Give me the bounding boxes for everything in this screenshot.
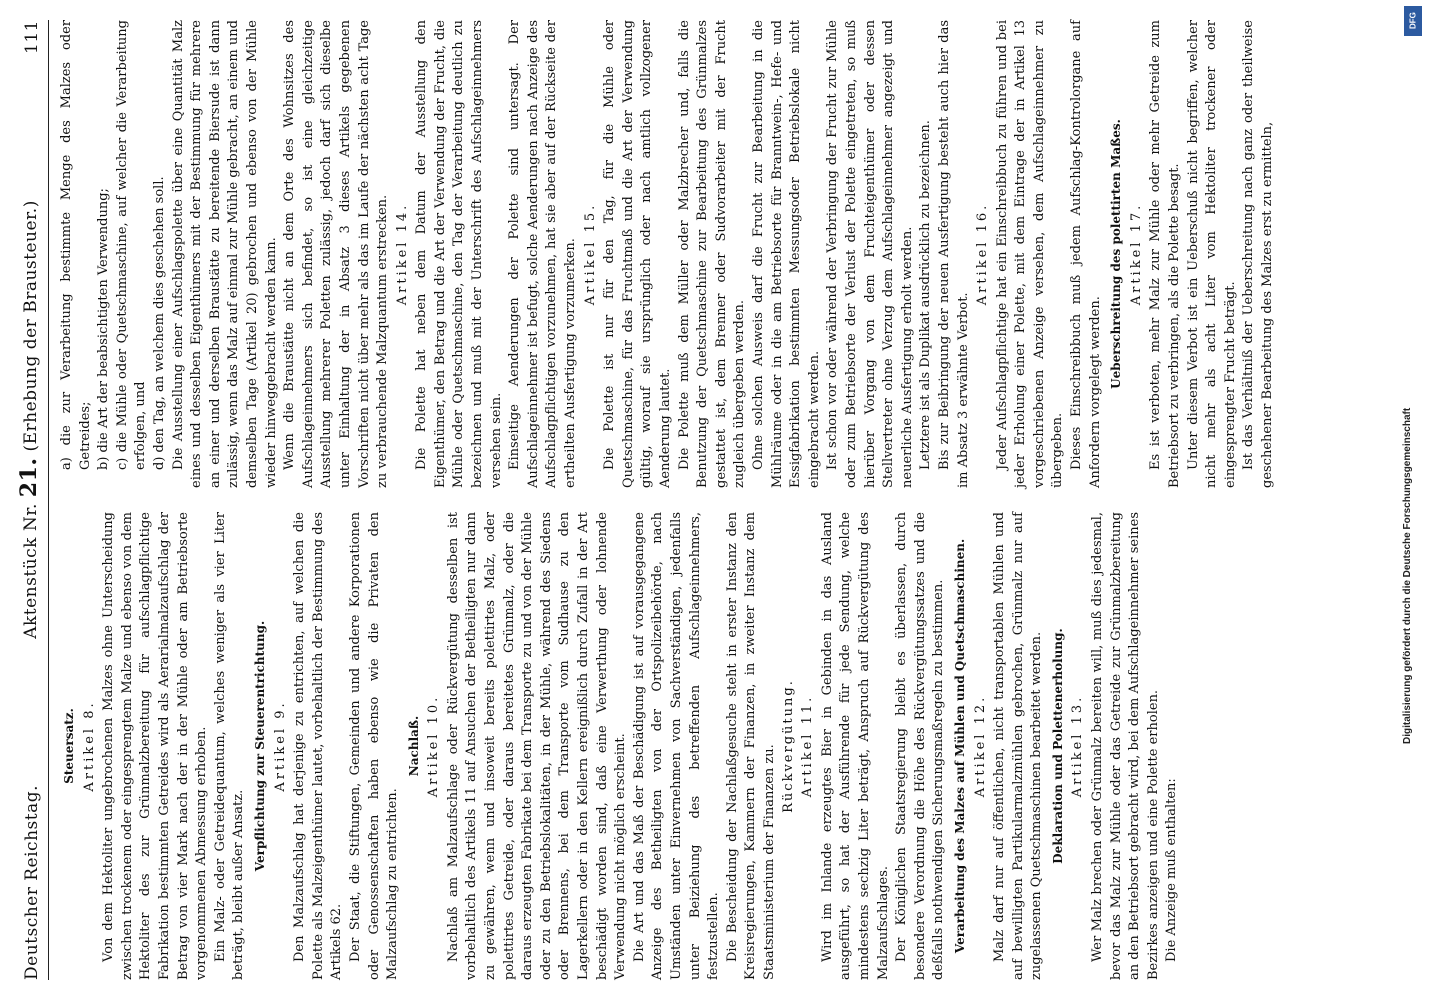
- paragraph: Die Bescheidung der Nachlaßgesuche steht in erster Instanz den Kreisregierungen, Kammern der Finanzen, in zweiter Instanz dem Staatsministerium der Finanzen zu.: [724, 512, 777, 980]
- dfg-logo: DFG: [1404, 6, 1422, 36]
- list-item: b) die Art der beabsichtigten Verwendung;: [96, 188, 112, 470]
- article-heading: Artikel 17.: [1128, 202, 1144, 306]
- paragraph: Die Art und das Maß der Beschädigung ist auf vorausgegangene Anzeige des Betheiligten von der Ortspolizeibehörde, nach Umständen unter Einvernehmen von Sachverständigen, jedenfalls unter Beiziehung des betreffenden Aufschlageinnehmers, festzustellen.: [631, 512, 722, 980]
- article-heading: Artikel 13.: [1070, 694, 1086, 798]
- paragraph: Von dem Hektoliter ungebrochenen Malzes ohne Unterscheidung zwischen trockenem oder eingesprengtem Malze und ebenso von dem Hektoliter des zur Grünmalzbereitung für aufschlagpflichtige Fabrikation bestimmten Getreides wird als Aerarialmalzaufschlag der Betrag von vier Mark nach der in der Mühle oder am Betriebsorte vorgenommenen Abmessung erhoben.: [101, 512, 210, 980]
- right-column: [58, 20, 1278, 488]
- digitization-sidebar: [1402, 0, 1424, 1000]
- header-number: 21.: [16, 457, 42, 498]
- article-heading: Artikel 12.: [972, 694, 988, 798]
- list-item: c) die Mühle oder Quetschmaschine, auf welcher die Verarbeitung erfolgen, und: [114, 20, 149, 470]
- paragraph: Die Polette muß dem Müller oder Malzbrecher und, falls die Benutzung der Quetschmaschine zur Bearbeitung des Grünmalzes gestattet ist, dem Brenner oder Sudvorarbeiter mit der Frucht zugleich übergeben werden.: [676, 20, 748, 488]
- digitization-credit: Digitalisierung gefördert durch die Deutsche Forschungsgemeinschaft: [1402, 407, 1413, 744]
- paragraph: Ist schon vor oder während der Verbringung der Frucht zur Mühle oder zum Betriebsorte der Verlust der Polette eingetreten, so muß hierüber Vorgang von dem Fruchteigenthümer oder dessen Stellvertreter ohne Verzug dem Aufschlageinnehmer angezeigt und neuerliche Ausfertigung erholt werden.: [825, 20, 915, 488]
- article-heading: Artikel 16.: [975, 202, 991, 306]
- section-heading: Verpflichtung zur Steuerentrichtung.: [252, 620, 267, 872]
- paragraph: Ein Malz- oder Getreidequantum, welches weniger als vier Liter beträgt, bleibt außer Ansatz.: [212, 512, 247, 980]
- paragraph: Ist das Verhältniß der Ueberschreitung nach ganz oder theilweise geschehener Bearbeitung des Malzes erst zu ermitteln,: [1241, 20, 1275, 488]
- paragraph: Wer Malz brechen oder Grünmalz bereiten will, muß dies jedesmal, bevor das Malz zur Mühle oder das Getreide zur Grünmalzbereitung an den Betriebsort gebracht wird, bei dem Aufschlageinnehmer seines Bezirkes anzeigen und eine Polette erholen.: [1090, 512, 1161, 980]
- section-heading: Rückvergütung.: [780, 679, 796, 813]
- header-center-prefix: Aktenstück Nr.: [21, 503, 41, 639]
- section-heading: Ueberschreitung des polettirten Maßes.: [1109, 119, 1124, 389]
- header-rule: [48, 20, 49, 980]
- header-center-suffix: (Erhebung der Brausteuer.): [21, 200, 41, 452]
- running-header: [12, 20, 42, 980]
- paragraph: Wenn die Braustätte nicht an dem Orte des Wohnsitzes des Aufschlageinnehmers sich befindet, so ist eine gleichzeitige Ausstellung mehrerer Poletten zulässig, jedoch darf sich dieselbe unter Einhaltung der in Absatz 3 dieses Artikels gegebenen Vorschriften nicht über mehr als das im Laufe der nächsten acht Tage zu verbrauchende Malzquantum erstrecken.: [282, 20, 391, 488]
- header-center: [16, 200, 42, 639]
- left-column: [58, 512, 1182, 980]
- paragraph: Dieses Einschreibbuch muß jedem Aufschlag-Kontrolorgane auf Anfordern vorgelegt werden.: [1069, 20, 1103, 488]
- paragraph: Unter diesem Verbot ist ein Ueberschuß nicht begriffen, welcher nicht mehr als acht Liter vom Hektoliter trockener oder eingesprengter Frucht beträgt.: [1185, 20, 1238, 488]
- section-heading: Verarbeitung des Malzes auf Mühlen und Quetschmaschinen.: [952, 538, 967, 954]
- article-heading: Artikel 8.: [81, 700, 97, 792]
- header-left: Deutscher Reichstag.: [22, 785, 42, 980]
- paragraph: Wird im Inlande erzeugtes Bier in Gebinden in das Ausland ausgeführt, so hat der Ausführende für jede Sendung, welche mindestens sechzig Liter beträgt, Anspruch auf Rückvergütung des Malzaufschlages.: [819, 512, 891, 980]
- article-heading: Artikel 14.: [394, 202, 410, 306]
- paragraph: Die Anzeige muß enthalten:: [1164, 778, 1180, 962]
- paragraph: Der Königlichen Staatsregierung bleibt es überlassen, durch besondere Verordnung die Höhe des Rückvergütungssatzes und die deßfalls nothwendigen Sicherungsmaßregeln zu bestimmen.: [894, 512, 947, 980]
- list-item: a) die zur Verarbeitung bestimmte Menge des Malzes oder Getreides;: [59, 20, 93, 470]
- page-number: 111: [22, 20, 42, 54]
- paragraph: Letztere ist als Duplikat ausdrücklich zu bezeichnen.: [918, 120, 934, 470]
- article-heading: Artikel 11.: [800, 694, 816, 798]
- paragraph: Die Polette ist nur für den Tag, für die Mühle oder Quetschmaschine, für das Fruchtmaß und die Art der Verwendung gültig, worauf sie ursprünglich oder nach amtlich vollzogener Aenderung lautet.: [602, 20, 673, 488]
- paragraph: Die Polette hat neben dem Datum der Ausstellung den Eigenthümer, den Betrag und die Art der Verwendung der Frucht, die Mühle oder Quetschmaschine, den Tag der Verarbeitung deutlich zu bezeichnen und muß mit der Unterschrift des Aufschlageinnehmers versehen sein.: [414, 20, 504, 488]
- paragraph: Der Staat, die Stiftungen, Gemeinden und andere Korporationen oder Genossenschaften haben ebenso wie die Privaten den Malzaufschlag zu entrichten.: [347, 512, 401, 980]
- paragraph: Malz darf nur auf öffentlichen, nicht transportablen Mühlen und auf bewilligten Partikularmalzmühlen gebrochen, Grünmalz nur auf zugelassenen Quetschmaschinen bearbeitet werden.: [992, 512, 1045, 980]
- article-heading: Artikel 10.: [426, 694, 442, 798]
- paragraph: Jeder Aufschlagpflichtige hat ein Einschreibbuch zu führen und bei jeder Erholung einer Polette, mit dem Eintrage der in Artikel 13 vorgeschriebenen Anzeige versehen, dem Aufschlageinnehmer zu übergeben.: [994, 20, 1066, 488]
- paragraph: Ohne solchen Ausweis darf die Frucht zur Bearbeitung in die Mühlräume oder in die am Betriebsorte für Branntwein-, Hefe- und Essigfabrikation bestimmten Messungsoder Betriebslokale nicht eingebracht werden.: [750, 20, 822, 488]
- article-heading: Artikel 9.: [272, 700, 288, 792]
- section-heading: Deklaration und Polettenerholung.: [1050, 628, 1065, 864]
- paragraph: Nachlaß am Malzaufschlage oder Rückvergütung desselben ist vorbehaltlich des Artikels 11 auf Ansuchen der Betheiligten nur dann zu gewähren, wenn und insoweit bereits polettirtes Malz, oder polettirtes Getreide, oder daraus bereitetes Grünmalz, oder die daraus erzeugten Fabrikate bei dem Transporte zu und von der Mühle oder zu den Betriebslokalitäten, in der Mühle, während des Siedens oder Brennens, bei dem Transporte vom Sudhause zu den Lagerkellern oder in den Kellern ereignißlich durch Zufall in der Art beschädigt worden sind, daß eine Verwerthung oder lohnende Verwendung nicht möglich erscheint.: [445, 512, 629, 980]
- paragraph: Einseitige Aenderungen der Polette sind untersagt. Der Aufschlageinnehmer ist befugt, solche Aenderungen nach Anzeige des Aufschlagpflichtigen vorzunehmen, hat sie aber auf der Rückseite der ertheilten Ausfertigung vorzumerken.: [507, 20, 579, 488]
- paragraph: Den Malzaufschlag hat derjenige zu entrichten, auf welchen die Polette als Malzeigenthümer lautet, vorbehaltlich der Bestimmung des Artikels 62.: [292, 512, 345, 980]
- paragraph: Bis zur Beibringung der neuen Ausfertigung besteht auch hier das im Absatz 3 erwähnte Verbot.: [936, 20, 971, 488]
- section-heading: Steuersatz.: [62, 708, 76, 784]
- article-heading: Artikel 15.: [582, 202, 598, 306]
- list-item: d) den Tag, an welchem dies geschehen soll.: [151, 176, 167, 470]
- paragraph: Die Ausstellung einer Aufschlagspolette über eine Quantität Malz eines und desselben Eigenthümers mit der Bestimmung für mehrere an einer und derselben Braustätte zu bereitende Biersude ist dann zulässig, wenn das Malz auf einmal zur Mühle gebracht, an einem und demselben Tage (Artikel 20) gebrochen und ebenso von der Mühle wieder hinweggebracht werden kann.: [170, 20, 279, 488]
- paragraph: Es ist verboten, mehr Malz zur Mühle oder mehr Getreide zum Betriebsort zu verbringen, als die Polette besagt.: [1148, 20, 1183, 488]
- section-heading: Nachlaß.: [406, 715, 421, 777]
